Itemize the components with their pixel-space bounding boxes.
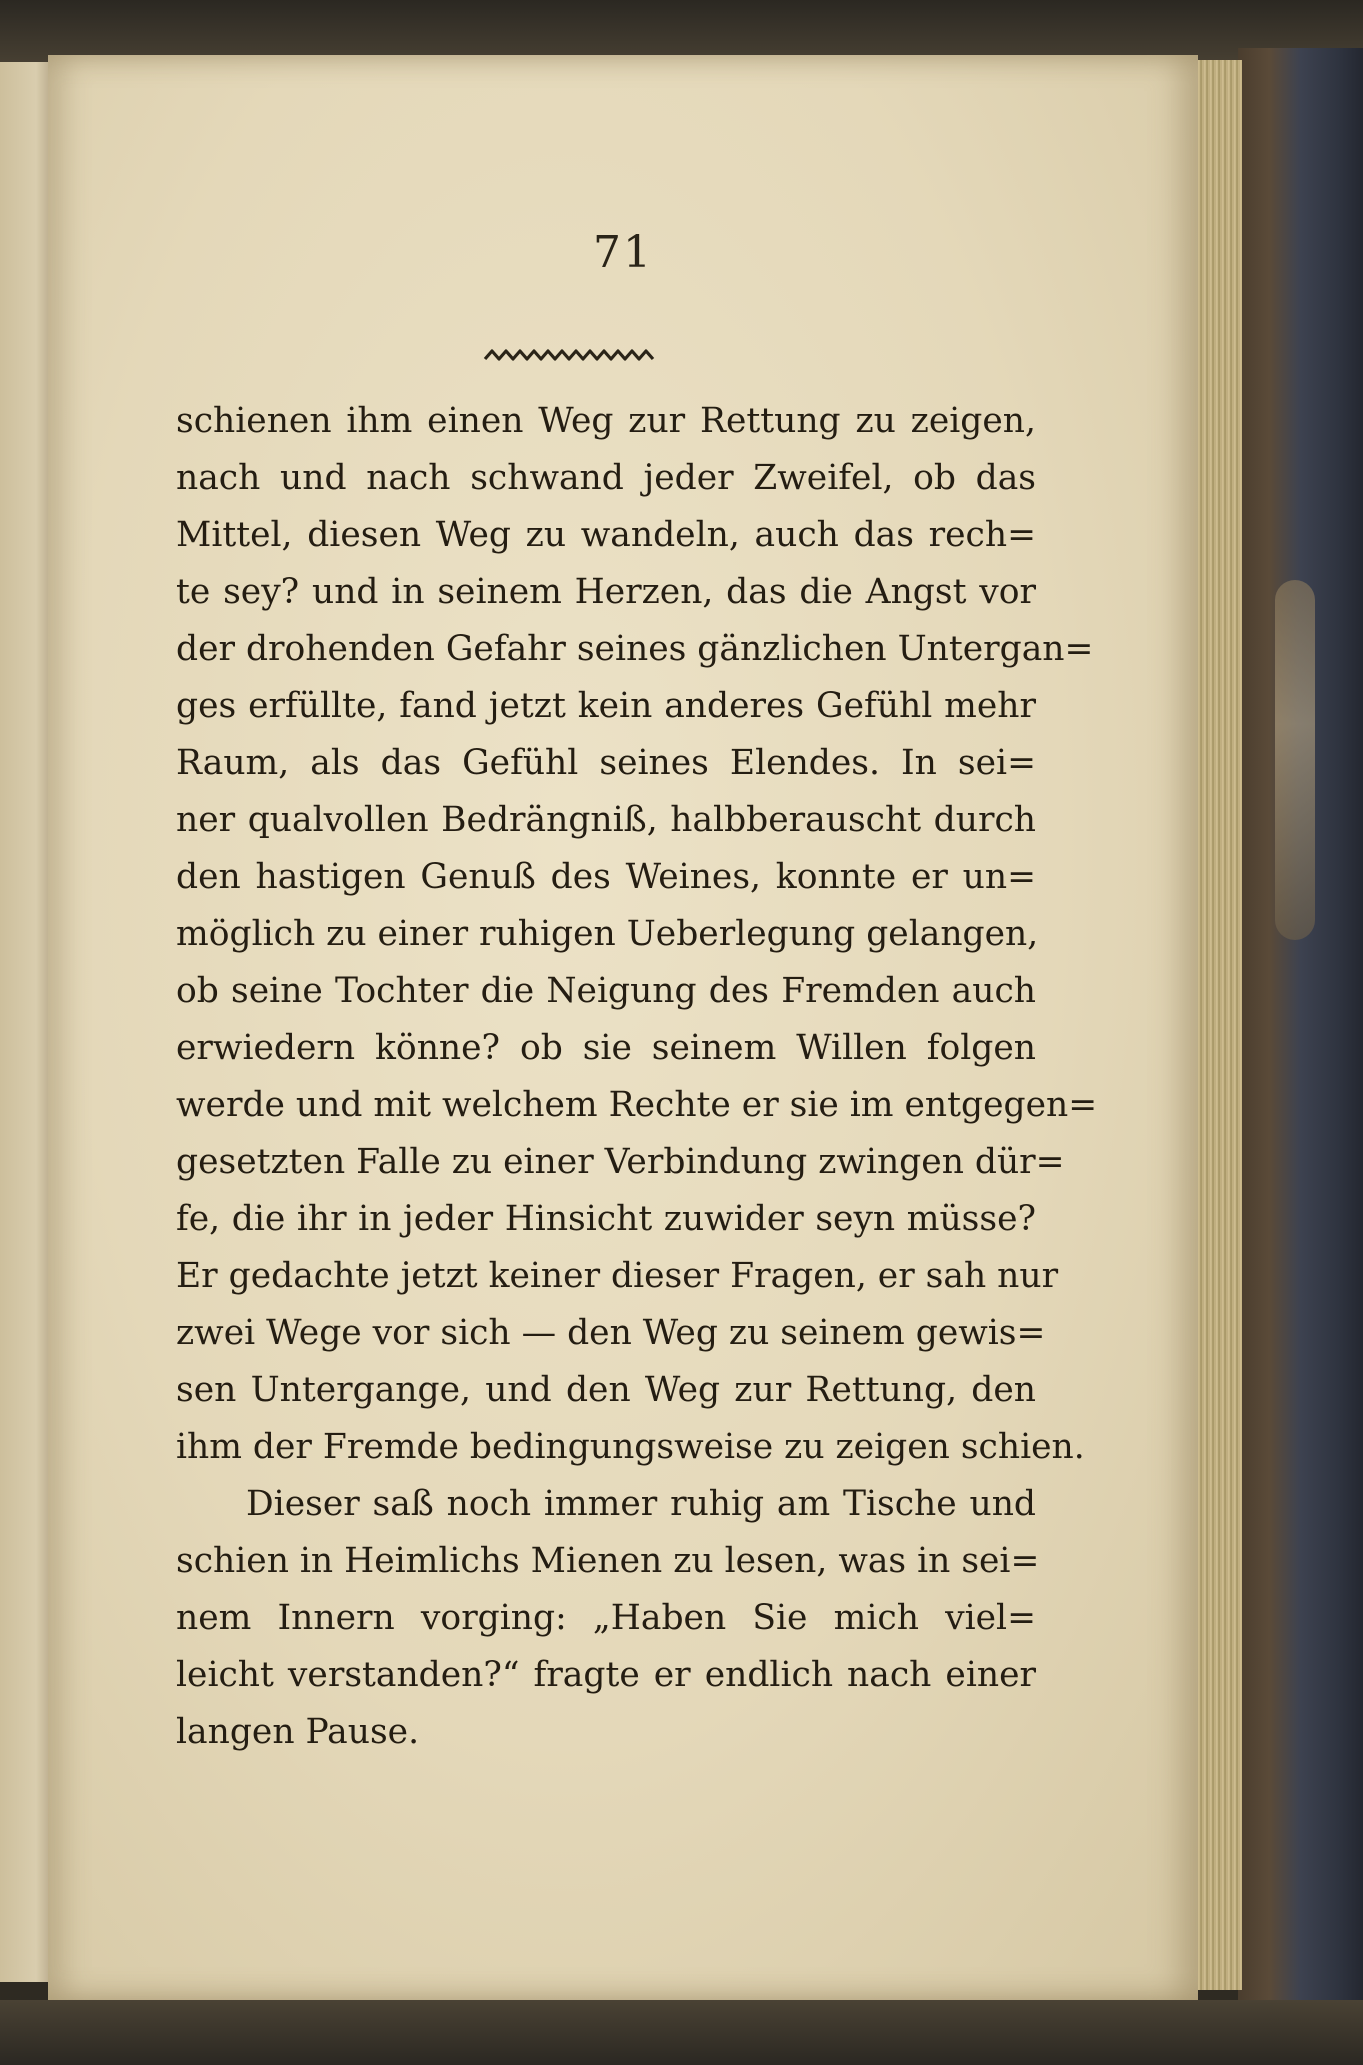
text-line: gesetzten Falle zu einer Verbindung zwingen dür= (176, 1142, 1065, 1182)
text-line: ges erfüllte, fand jetzt kein anderes Gefühl mehr (176, 686, 1036, 726)
text-line: te sey? und in seinem Herzen, das die Angst vor (176, 572, 1036, 612)
body-text (176, 393, 1098, 1761)
text-line: zwei Wege vor sich — den Weg zu seinem gewis= (176, 1313, 1046, 1353)
text-line: den hastigen Genuß des Weines, konnte er un= (176, 857, 1036, 897)
text-line: Er gedachte jetzt keiner dieser Fragen, er sah nur (176, 1256, 1059, 1296)
text-line: fe, die ihr in jeder Hinsicht zuwider seyn müsse? (176, 1199, 1036, 1239)
cover-wear-mark (1275, 580, 1315, 940)
book-bottom-edge (0, 2000, 1363, 2065)
text-line: nem Innern vorging: „Haben Sie mich viel= (176, 1598, 1036, 1638)
text-line: Raum, als das Gefühl seines Elendes. In sei= (176, 743, 1036, 783)
book-page (48, 55, 1198, 2000)
text-line: schienen ihm einen Weg zur Rettung zu zeigen, (176, 401, 1036, 441)
text-line: leicht verstanden?“ fragte er endlich nach einer (176, 1655, 1036, 1695)
text-line: der drohenden Gefahr seines gänzlichen Untergan= (176, 629, 1094, 669)
page-edges (1195, 60, 1242, 1990)
text-line: Dieser saß noch immer ruhig am Tische und (246, 1484, 1036, 1524)
text-line: nach und nach schwand jeder Zweifel, ob das (176, 458, 1036, 498)
paragraph-1 (176, 393, 1098, 1476)
paragraph-2 (176, 1476, 1040, 1761)
text-line: ob seine Tochter die Neigung des Fremden auch (176, 971, 1036, 1011)
text-line: möglich zu einer ruhigen Ueberlegung gelangen, (176, 914, 1039, 954)
text-line: sen Untergange, und den Weg zur Rettung, den (176, 1370, 1036, 1410)
text-line: ihm der Fremde bedingungsweise zu zeigen schien. (176, 1427, 1085, 1467)
text-line: erwiedern könne? ob sie seinem Willen folgen (176, 1028, 1036, 1068)
wavy-rule-ornament (483, 345, 658, 367)
text-line: schien in Heimlichs Mienen zu lesen, was in sei= (176, 1541, 1040, 1581)
text-line: werde und mit welchem Rechte er sie im entgegen= (176, 1085, 1098, 1125)
text-line: ner qualvollen Bedrängniß, halbberauscht durch (176, 800, 1036, 840)
book-cover-board (1238, 48, 1363, 2008)
page-number: 71 (593, 227, 653, 278)
text-line: langen Pause. (176, 1712, 420, 1752)
text-line: Mittel, diesen Weg zu wandeln, auch das rech= (176, 515, 1036, 555)
